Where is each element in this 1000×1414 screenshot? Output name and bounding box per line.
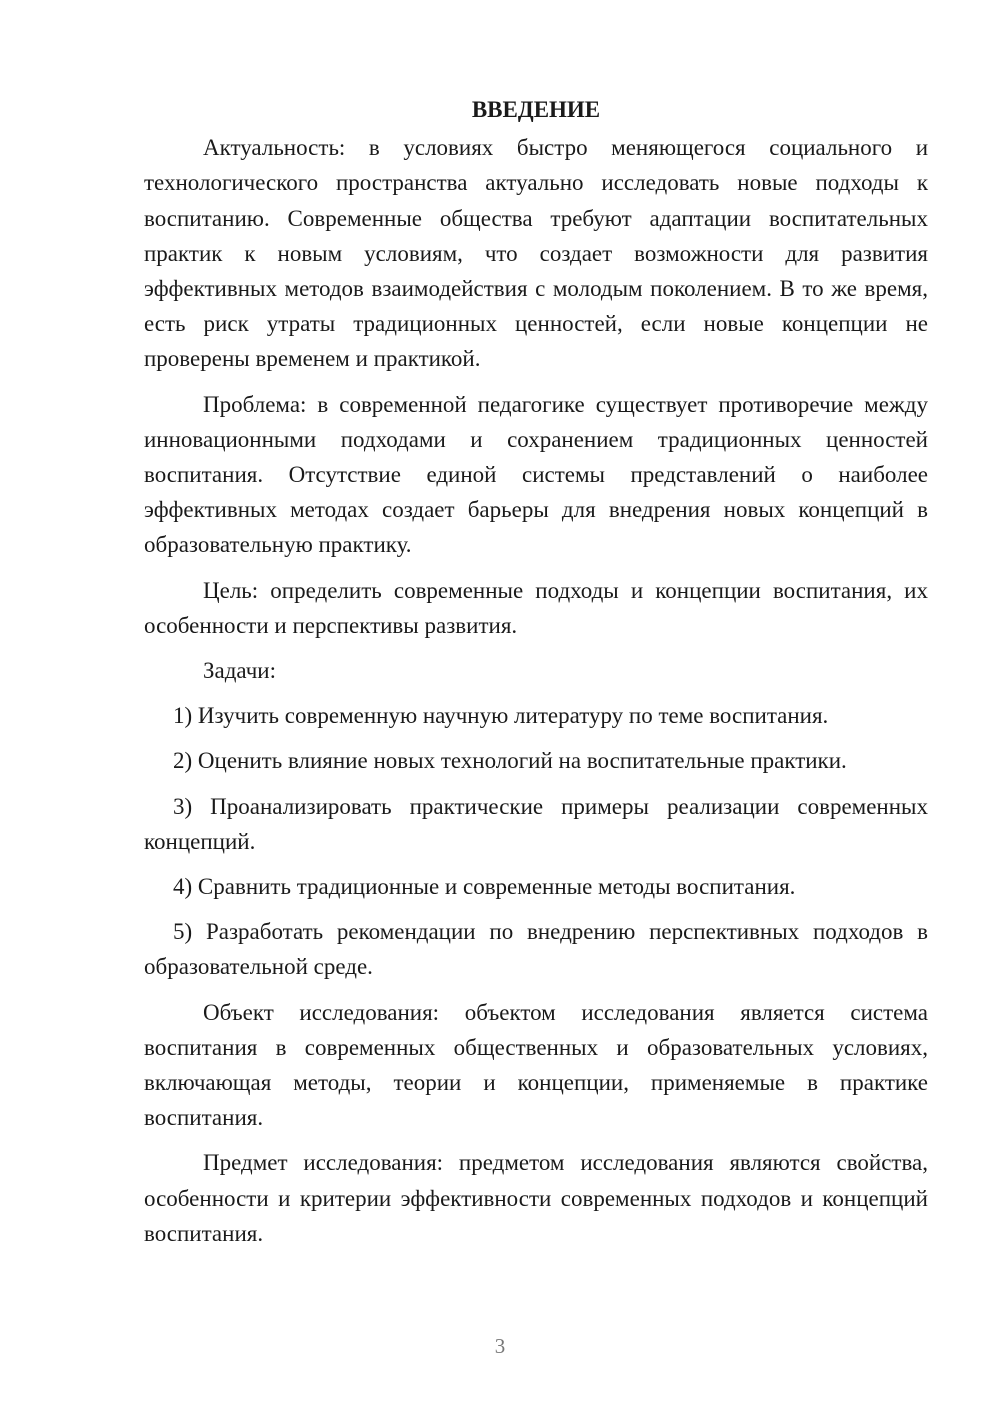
object-paragraph: Объект исследования: объектом исследования является система воспитания в современных общественных и образовательных условиях, включающая методы, теории и концепции, применяемые в практике воспитания. xyxy=(144,999,928,1131)
task-item: 5) Разработать рекомендации по внедрению перспективных подходов в образовательной среде. xyxy=(144,919,928,980)
goal-paragraph: Цель: определить современные подходы и концепции воспитания, их особенности и перспективы развития. xyxy=(144,577,928,638)
task-item: 2) Оценить влияние новых технологий на воспитательные практики. xyxy=(173,748,847,774)
section-title: ВВЕДЕНИЕ xyxy=(471,97,601,122)
subject-paragraph: Предмет исследования: предметом исследования являются свойства, особенности и критерии эффективности современных подходов и концепций воспитания. xyxy=(144,1150,928,1246)
document-page xyxy=(144,92,928,1261)
task-item: 3) Проанализировать практические примеры реализации современных концепций. xyxy=(144,793,928,854)
tasks-list xyxy=(144,698,928,984)
task-item: 4) Сравнить традиционные и современные методы воспитания. xyxy=(173,874,796,900)
relevance-paragraph: Актуальность: в условиях быстро меняющегося социального и технологического пространства актуально исследовать новые подходы к воспитанию. Современные общества требуют адаптации воспитательных практик к новым условиям, что создает возможности для развития эффективных методов взаимодействия с молодым поколением. В то же время, есть риск утраты традиционных ценностей, если новые концепции не проверены временем и практикой. xyxy=(144,135,928,372)
page-number: 3 xyxy=(494,1334,506,1358)
task-item: 1) Изучить современную научную литературу по теме воспитания. xyxy=(173,703,829,729)
problem-paragraph: Проблема: в современной педагогике существует противоречие между инновационными подходами и сохранением традиционных ценностей воспитания. Отсутствие единой системы представлений о наиболее эффективных методах создает барьеры для внедрения новых концепций в образовательную практику. xyxy=(144,391,928,558)
tasks-heading: Задачи: xyxy=(203,658,276,684)
